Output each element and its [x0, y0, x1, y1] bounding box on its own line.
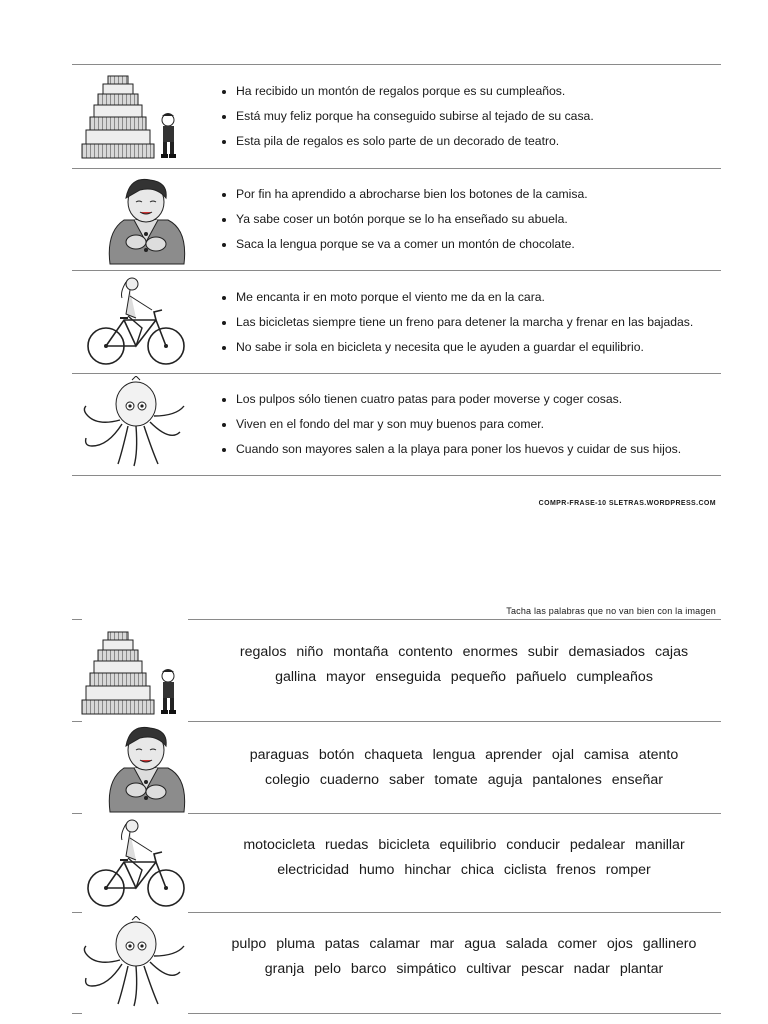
- sentence-item: • Saca la lengua porque se va a comer un montón de chocolate.: [236, 232, 588, 257]
- section1-top-divider: [72, 64, 721, 65]
- sentence-item: • Ha recibido un montón de regalos porque es su cumpleaños.: [236, 79, 594, 104]
- boy-buttoning-shirt-image: [90, 172, 202, 266]
- section2-top-divider: [188, 619, 721, 620]
- sentence-list: [218, 79, 594, 154]
- sentence-item: • Los pulpos sólo tienen cuatro patas para poder moverse y coger cosas.: [236, 387, 681, 412]
- sentence-item: • Está muy feliz porque ha conseguido subirse al tejado de su casa.: [236, 104, 594, 129]
- gift-stack-boy-image: [78, 626, 190, 720]
- footer-credit: COMPR-FRASE-10 SLETRAS.WORDPRESS.COM: [538, 500, 716, 507]
- word-line: pulpo pluma patas calamar mar agua salada comer ojos gallinero: [231, 936, 697, 952]
- row-divider: [188, 813, 721, 814]
- gift-stack-boy-image: [78, 70, 190, 164]
- girl-on-bicycle-image: [80, 274, 192, 368]
- word-line: gallina mayor enseguida pequeño pañuelo cumpleaños: [275, 669, 653, 685]
- row-divider: [72, 168, 721, 169]
- girl-on-bicycle-image: [80, 816, 192, 910]
- word-group: [200, 932, 728, 982]
- sentence-item: • No sabe ir sola en bicicleta y necesita que le ayuden a guardar el equilibrio.: [236, 335, 693, 360]
- sentence-item: • Por fin ha aprendido a abrocharse bien los botones de la camisa.: [236, 182, 588, 207]
- left-tick: [72, 619, 82, 620]
- word-group: [200, 743, 728, 793]
- sentence-list: [218, 182, 588, 257]
- word-group: [200, 833, 728, 883]
- word-line: regalos niño montaña contento enormes subir demasiados cajas: [239, 644, 689, 660]
- sentence-list: [218, 285, 693, 360]
- row-divider: [72, 270, 721, 271]
- word-line: granja pelo barco simpático cultivar pescar nadar plantar: [264, 961, 664, 977]
- instruction-text: Tacha las palabras que no van bien con la imagen: [506, 606, 716, 616]
- left-tick: [72, 721, 82, 722]
- section2-bottom-divider: [188, 1013, 721, 1014]
- word-line: electricidad humo hinchar chica ciclista frenos romper: [277, 862, 651, 878]
- word-line: colegio cuaderno saber tomate aguja pantalones enseñar: [264, 772, 664, 788]
- sentence-list: [218, 387, 681, 462]
- row-divider: [72, 373, 721, 374]
- word-line: paraguas botón chaqueta lengua aprender ojal camisa atento: [249, 747, 679, 763]
- row-divider: [188, 912, 721, 913]
- octopus-image: [78, 916, 190, 1010]
- sentence-item: • Esta pila de regalos es solo parte de un decorado de teatro.: [236, 129, 594, 154]
- sentence-item: • Cuando son mayores salen a la playa para poner los huevos y cuidar de sus hijos.: [236, 437, 681, 462]
- word-line: motocicleta ruedas bicicleta equilibrio conducir pedalear manillar: [243, 837, 685, 853]
- row-divider: [188, 721, 721, 722]
- octopus-image: [78, 376, 190, 470]
- left-tick: [72, 912, 82, 913]
- sentence-item: • Me encanta ir en moto porque el viento me da en la cara.: [236, 285, 693, 310]
- word-group: [200, 640, 728, 690]
- boy-buttoning-shirt-image: [90, 720, 202, 814]
- left-tick: [72, 1013, 82, 1014]
- sentence-item: • Las bicicletas siempre tiene un freno para detener la marcha y frenar en las bajadas.: [236, 310, 693, 335]
- sentence-item: • Viven en el fondo del mar y son muy buenos para comer.: [236, 412, 681, 437]
- left-tick: [72, 813, 82, 814]
- section1-bottom-divider: [72, 475, 721, 476]
- sentence-item: • Ya sabe coser un botón porque se lo ha enseñado su abuela.: [236, 207, 588, 232]
